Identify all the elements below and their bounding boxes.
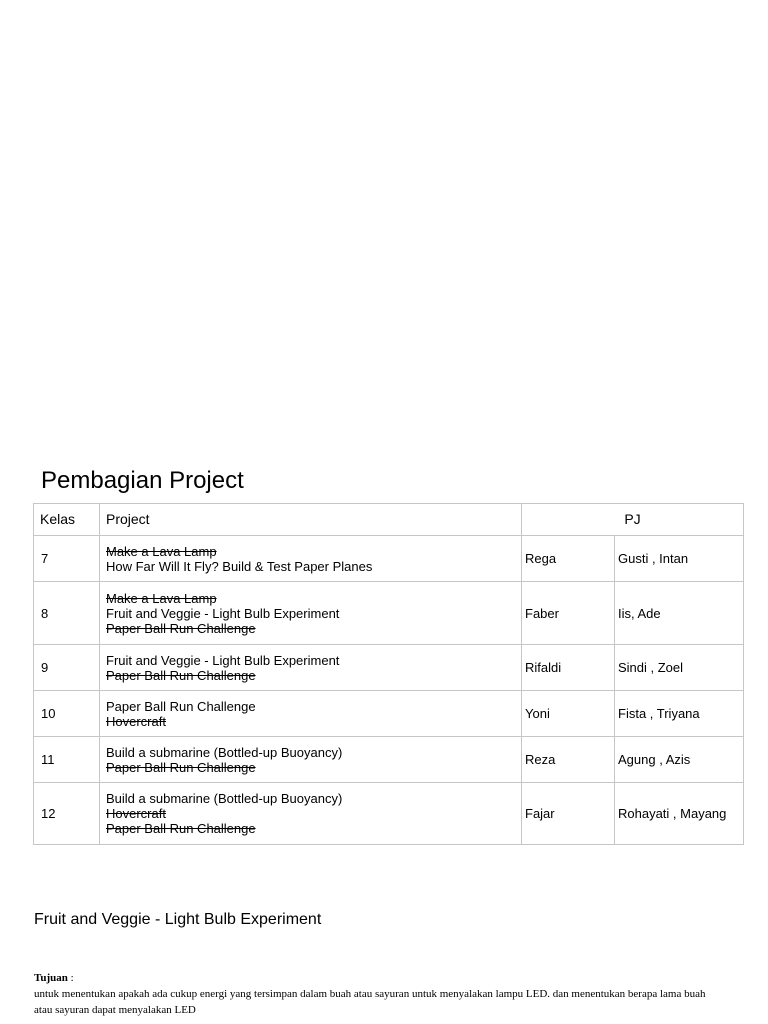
pj-lead-cell: Yoni bbox=[522, 691, 615, 737]
project-item-struck: Paper Ball Run Challenge bbox=[106, 821, 256, 836]
goal-label: Tujuan bbox=[34, 972, 68, 984]
project-cell bbox=[100, 582, 522, 645]
project-assignment-table bbox=[33, 503, 744, 845]
project-item: Paper Ball Run Challenge bbox=[106, 698, 256, 714]
table-row bbox=[34, 536, 744, 582]
kelas-cell: 9 bbox=[34, 645, 100, 691]
pj-members-cell: Fista , Triyana bbox=[615, 691, 744, 737]
project-cell bbox=[100, 645, 522, 691]
pj-members-cell: Rohayati , Mayang bbox=[615, 783, 744, 845]
pj-lead-cell: Faber bbox=[522, 582, 615, 645]
table-row bbox=[34, 645, 744, 691]
pj-members-cell: Agung , Azis bbox=[615, 737, 744, 783]
project-cell bbox=[100, 783, 522, 845]
goal-paragraph bbox=[34, 970, 724, 1018]
project-cell bbox=[100, 737, 522, 783]
kelas-cell: 7 bbox=[34, 536, 100, 582]
page-title: Pembagian Project bbox=[41, 467, 244, 494]
pj-lead-cell: Rifaldi bbox=[522, 645, 615, 691]
project-item-struck: Paper Ball Run Challenge bbox=[106, 759, 256, 775]
table-row bbox=[34, 783, 744, 845]
kelas-cell: 12 bbox=[34, 783, 100, 845]
section-heading: Fruit and Veggie - Light Bulb Experiment bbox=[34, 911, 322, 928]
kelas-cell: 11 bbox=[34, 737, 100, 783]
pj-lead-cell: Reza bbox=[522, 737, 615, 783]
pj-lead-cell: Fajar bbox=[522, 783, 615, 845]
column-header-pj: PJ bbox=[522, 504, 744, 536]
kelas-cell: 10 bbox=[34, 691, 100, 737]
pj-members-cell: Sindi , Zoel bbox=[615, 645, 744, 691]
goal-text: untuk menentukan apakah ada cukup energi yang tersimpan dalam buah atau sayuran untuk menyalakan lampu LED. dan menentukan berapa lama buah atau sayuran dapat menyalakan LED bbox=[34, 988, 706, 1016]
project-item-struck: Hovercraft bbox=[106, 713, 166, 729]
project-item-struck: Make a Lava Lamp bbox=[106, 590, 217, 606]
project-item: Build a submarine (Bottled-up Buoyancy) bbox=[106, 744, 343, 760]
pj-members-cell: Gusti , Intan bbox=[615, 536, 744, 582]
pj-lead-cell: Rega bbox=[522, 536, 615, 582]
column-header-kelas: Kelas bbox=[34, 504, 100, 536]
goal-separator: : bbox=[67, 972, 74, 984]
project-cell bbox=[100, 691, 522, 737]
project-item-struck: Paper Ball Run Challenge bbox=[106, 667, 256, 683]
table-row bbox=[34, 691, 744, 737]
project-item: How Far Will It Fly? Build & Test Paper Planes bbox=[106, 558, 373, 574]
pj-members-cell: Iis, Ade bbox=[615, 582, 744, 645]
project-item: Fruit and Veggie - Light Bulb Experiment bbox=[106, 605, 340, 621]
column-header-project: Project bbox=[100, 504, 522, 536]
kelas-cell: 8 bbox=[34, 582, 100, 645]
project-item: Fruit and Veggie - Light Bulb Experiment bbox=[106, 652, 340, 668]
project-item-struck: Make a Lava Lamp bbox=[106, 543, 217, 559]
project-cell bbox=[100, 536, 522, 582]
project-item-struck: Paper Ball Run Challenge bbox=[106, 620, 256, 636]
table-body bbox=[34, 536, 744, 845]
project-item: Build a submarine (Bottled-up Buoyancy) bbox=[106, 791, 343, 806]
project-item-struck: Hovercraft bbox=[106, 806, 166, 821]
table-row bbox=[34, 582, 744, 645]
table-header-row bbox=[34, 504, 744, 536]
table-row bbox=[34, 737, 744, 783]
